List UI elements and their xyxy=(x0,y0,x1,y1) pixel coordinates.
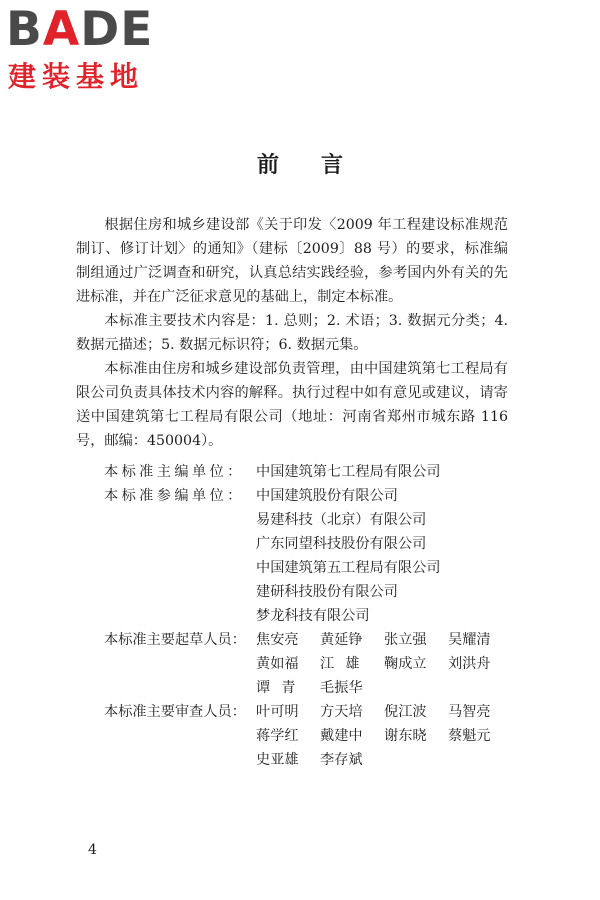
reviewer-name: 马智亮 xyxy=(448,704,491,720)
drafter-name: 黄延铮 xyxy=(320,632,363,648)
reviewer-name: 倪江波 xyxy=(384,704,427,720)
drafter-name: 江雄 xyxy=(320,656,371,672)
logo-wordmark: BADE xyxy=(6,2,154,57)
reviewer-name: 李存斌 xyxy=(320,752,363,768)
drafter-name: 毛振华 xyxy=(320,680,363,696)
reviewer-name: 蔡魁元 xyxy=(448,728,491,744)
co-editor-org: 梦龙科技有限公司 xyxy=(256,608,370,624)
contributors-roster xyxy=(104,460,524,772)
reviewer-name: 叶可明 xyxy=(256,704,299,720)
reviewer-name: 谢东晓 xyxy=(384,728,427,744)
page-number: 4 xyxy=(88,842,97,858)
brand-logo xyxy=(6,2,176,96)
chief-editor-org: 中国建筑第七工程局有限公司 xyxy=(256,464,441,480)
logo-accent-letter: A xyxy=(42,2,81,57)
reviewer-name: 方天培 xyxy=(320,704,363,720)
reviewer-name: 戴建中 xyxy=(320,728,363,744)
drafter-name: 刘洪舟 xyxy=(448,656,491,672)
page-title: 前言 xyxy=(256,152,385,178)
drafters-row xyxy=(104,628,524,700)
paragraph-basis: 根据住房和城乡建设部《关于印发〈2009 年工程建设标准规范制订、修订计划〉的通知》（建标〔2009〕88 号）的要求，标准编制组通过广泛调查和研究，认真总结实践经验，参考国内外有关的先进标准，并在广泛征求意见的基础上，制定本标准。 xyxy=(76,217,508,305)
chief-editor-row xyxy=(104,460,524,484)
reviewer-name: 史亚雄 xyxy=(256,752,299,768)
drafter-name: 谭青 xyxy=(256,680,307,696)
paragraph-contents: 本标准主要技术内容是：1. 总则；2. 术语；3. 数据元分类；4. 数据元描述；5. 数据元标识符；6. 数据元集。 xyxy=(76,313,508,353)
chief-editor-label: 本标准主编单位： xyxy=(104,464,245,480)
drafter-name: 鞠成立 xyxy=(384,656,427,672)
paragraph-management: 本标准由住房和城乡建设部负责管理，由中国建筑第七工程局有限公司负责具体技术内容的解释。执行过程中如有意见或建议，请寄送中国建筑第七工程局有限公司（地址：河南省郑州市城东路 116 号，邮编：450004）。 xyxy=(76,361,508,449)
reviewers-names xyxy=(256,700,526,772)
co-editor-org: 建研科技股份有限公司 xyxy=(256,584,398,600)
co-editors-label: 本标准参编单位： xyxy=(104,488,245,504)
drafter-name: 吴耀清 xyxy=(448,632,491,648)
drafters-label: 本标准主要起草人员： xyxy=(104,632,246,648)
co-editor-org: 中国建筑第五工程局有限公司 xyxy=(256,560,441,576)
drafters-names xyxy=(256,628,526,700)
preface-body xyxy=(76,213,508,453)
drafter-name: 张立强 xyxy=(384,632,427,648)
reviewers-row xyxy=(104,700,524,772)
co-editors-row xyxy=(104,484,524,628)
drafter-name: 焦安亮 xyxy=(256,632,299,648)
reviewers-label: 本标准主要审查人员： xyxy=(104,704,246,720)
drafter-name: 黄如福 xyxy=(256,656,299,672)
co-editor-org: 中国建筑股份有限公司 xyxy=(256,488,398,504)
co-editor-org: 易建科技（北京）有限公司 xyxy=(256,512,427,528)
reviewer-name: 蒋学红 xyxy=(256,728,299,744)
co-editor-org: 广东同望科技股份有限公司 xyxy=(256,536,427,552)
logo-subtitle: 建装基地 xyxy=(8,60,145,93)
